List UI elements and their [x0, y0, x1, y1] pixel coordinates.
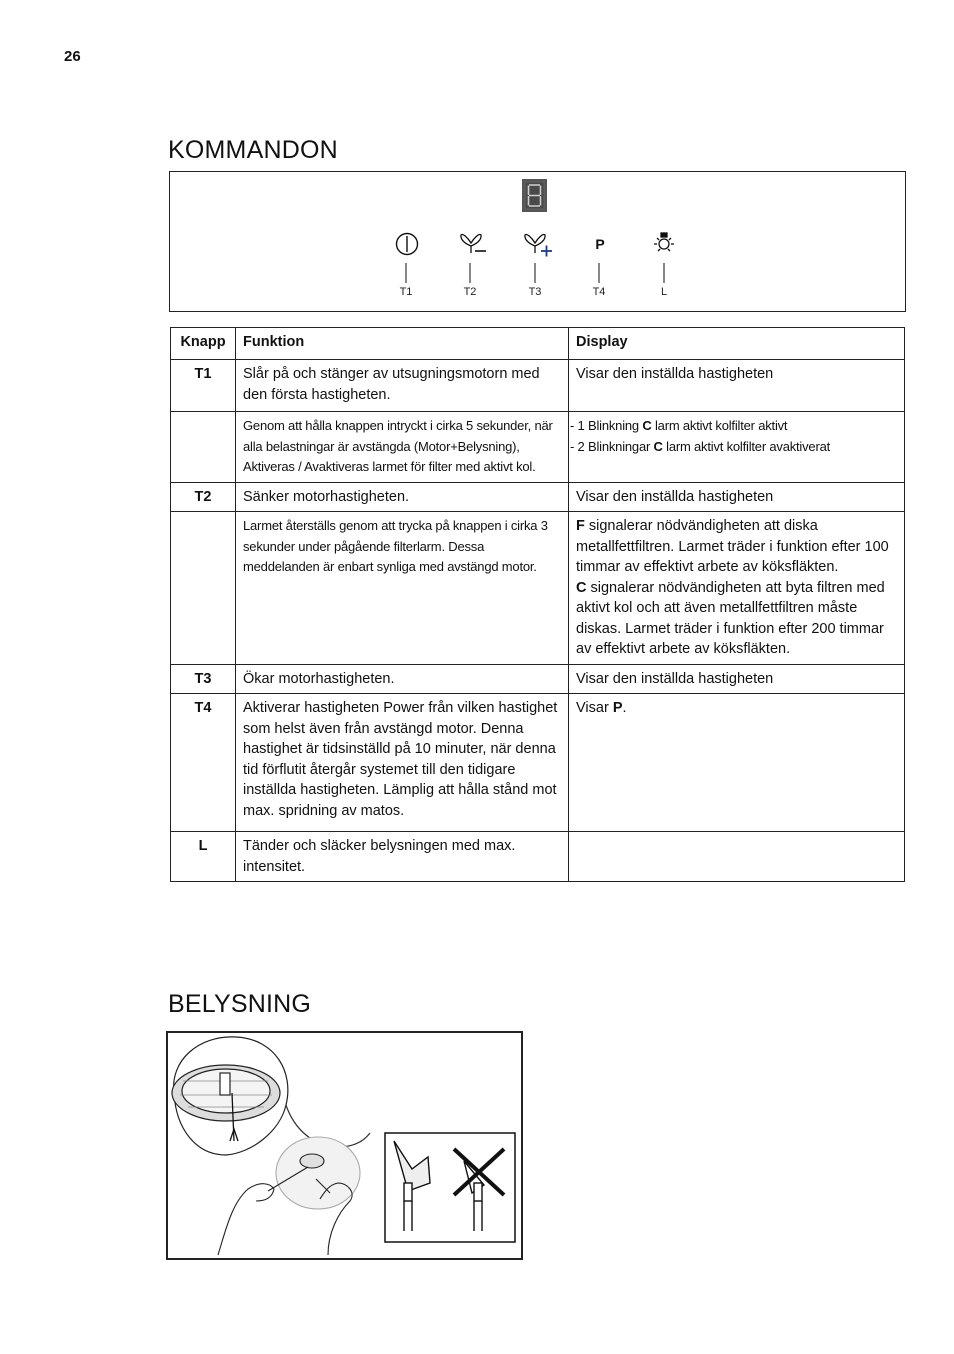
row-knapp: L [171, 832, 236, 882]
row-funktion: Larmet återställs genom att trycka på knappen i cirka 3 sekunder under pågående filterlarm. Dessa meddelanden är enbart synliga med avstängd motor. [236, 512, 569, 665]
row-display [569, 512, 905, 665]
row-funktion: Tänder och släcker belysningen med max. intensitet. [236, 832, 569, 882]
header-knapp: Knapp [171, 328, 236, 360]
table-row [171, 664, 905, 694]
page-number: 26 [64, 48, 81, 65]
bulb-handling-do-dont-illustration [385, 1133, 515, 1242]
table-header-row [171, 328, 905, 360]
row-funktion: Aktiverar hastigheten Power från vilken hastighet som helst även från avstängd motor. Denna hastighet är tidsinställd på 10 minuter, när denna tid förflutit återgår systemet till den tidigare inställda hastigheten. Lämplig att hålla stånd mot max. spridning av matos. [236, 694, 569, 832]
button-label-l: L [660, 286, 668, 298]
light-icon [654, 233, 674, 251]
lighting-illustration [166, 1031, 523, 1260]
section-heading-belysning: BELYSNING [168, 990, 312, 1018]
row-knapp: T3 [171, 664, 236, 694]
power-icon [397, 234, 418, 255]
fan-minus-icon [461, 235, 486, 253]
row-funktion: Sänker motorhastigheten. [236, 482, 569, 512]
button-label-t4: T4 [592, 286, 606, 298]
table-row [171, 512, 905, 665]
row-display: Visar den inställda hastigheten [569, 482, 905, 512]
button-label-t3: T3 [528, 286, 542, 298]
row-display: Visar den inställda hastigheten [569, 664, 905, 694]
row-knapp: T1 [171, 360, 236, 412]
row-funktion: Ökar motorhastigheten. [236, 664, 569, 694]
row-display: Visar P. [569, 694, 905, 832]
row-knapp: T4 [171, 694, 236, 832]
header-funktion: Funktion [236, 328, 569, 360]
section-heading-kommandon: KOMMANDON [168, 136, 338, 164]
hood-lamp-illustration [172, 1037, 370, 1155]
display-c-text: C signalerar nödvändigheten att byta filtren med aktivt kol och att även metallfettfiltren måste diskas. Larmet träder i funktion efter 200 timmar av effektivt arbete av köksfläkten. [576, 579, 885, 657]
row-display [569, 412, 905, 483]
power-p-icon: P [595, 236, 605, 252]
fan-plus-icon [525, 235, 552, 257]
display-f-text: F signalerar nödvändigheten att diska metallfettfiltren. Larmet träder i funktion efter 100 timmar av effektivt arbete av köksfläkten. [576, 518, 889, 575]
display-line-2: - 2 Blinkningar C larm aktivt kolfilter avaktiverat [570, 438, 831, 454]
header-display: Display [569, 328, 905, 360]
table-row [171, 482, 905, 512]
table-row [171, 694, 905, 832]
control-panel-diagram [169, 171, 906, 312]
seven-segment-display-icon [522, 179, 547, 212]
button-label-t1: T1 [399, 286, 413, 298]
table-row [171, 412, 905, 483]
row-knapp [171, 412, 236, 483]
hands-replacing-bulb-illustration [218, 1137, 360, 1255]
table-row [171, 360, 905, 412]
commands-table [170, 327, 905, 882]
row-display: Visar den inställda hastigheten [569, 360, 905, 412]
table-row [171, 832, 905, 882]
button-label-t2: T2 [463, 286, 477, 298]
row-knapp: T2 [171, 482, 236, 512]
row-funktion: Slår på och stänger av utsugningsmotorn med den första hastigheten. [236, 360, 569, 412]
row-knapp [171, 512, 236, 665]
row-display [569, 832, 905, 882]
row-funktion: Genom att hålla knappen intryckt i cirka 5 sekunder, när alla belastningar är avstängda (Motor+Belysning), Aktiveras / Avaktiveras larmet för filter med aktivt kol. [236, 412, 569, 483]
display-line-1: - 1 Blinkning C larm aktivt kolfilter aktivt [570, 418, 788, 433]
